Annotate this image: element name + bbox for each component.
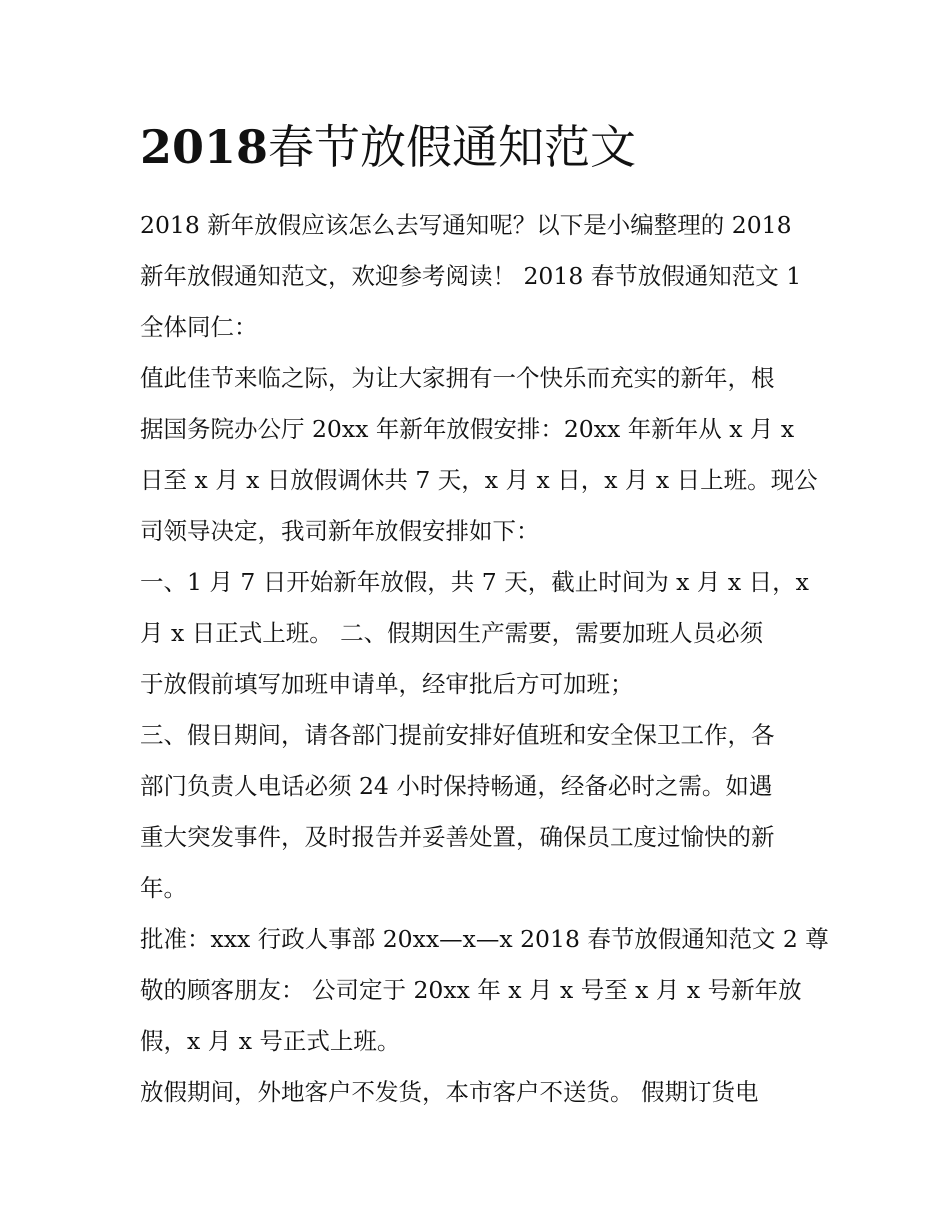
text-line: 新年放假通知范文，欢迎参考阅读！ 2018 春节放假通知范文 1	[140, 262, 802, 290]
text-line: 放假期间，外地客户不发货，本市客户不送货。 假期订货电	[140, 1078, 759, 1106]
text-line: 于放假前填写加班申请单，经审批后方可加班；	[140, 670, 634, 698]
text-line: 司领导决定，我司新年放假安排如下：	[140, 517, 540, 545]
text-line: 月 x 日正式上班。 二、假期因生产需要，需要加班人员必须	[140, 619, 764, 647]
text-line: 一、1 月 7 日开始新年放假，共 7 天，截止时间为 x 月 x 日，x	[140, 568, 809, 596]
text-line: 假，x 月 x 号正式上班。	[140, 1027, 401, 1055]
text-line: 日至 x 月 x 日放假调休共 7 天，x 月 x 日，x 月 x 日上班。现公	[140, 466, 818, 494]
text-line: 部门负责人电话必须 24 小时保持畅通，经备必时之需。如遇	[140, 772, 773, 800]
text-line: 三、假日期间，请各部门提前安排好值班和安全保卫工作，各	[140, 721, 775, 749]
text-line: 据国务院办公厅 20xx 年新年放假安排：20xx 年新年从 x 月 x	[140, 415, 795, 443]
text-line: 值此佳节来临之际，为让大家拥有一个快乐而充实的新年，根	[140, 364, 775, 392]
document-body	[140, 116, 829, 1118]
text-line: 2018 新年放假应该怎么去写通知呢？以下是小编整理的 2018	[140, 211, 792, 239]
text-line: 重大突发事件，及时报告并妥善处置，确保员工度过愉快的新	[140, 823, 775, 851]
text-line: 全体同仁：	[140, 313, 258, 341]
document-title	[140, 116, 816, 178]
text-line: 批准：xxx 行政人事部 20xx—x—x 2018 春节放假通知范文 2 尊	[140, 925, 829, 953]
title-text: 春节放假通知范文	[268, 120, 637, 174]
text-line: 年。	[140, 874, 187, 902]
title-year: 2018	[140, 120, 269, 174]
text-line: 敬的顾客朋友： 公司定于 20xx 年 x 月 x 号至 x 月 x 号新年放	[140, 976, 802, 1004]
